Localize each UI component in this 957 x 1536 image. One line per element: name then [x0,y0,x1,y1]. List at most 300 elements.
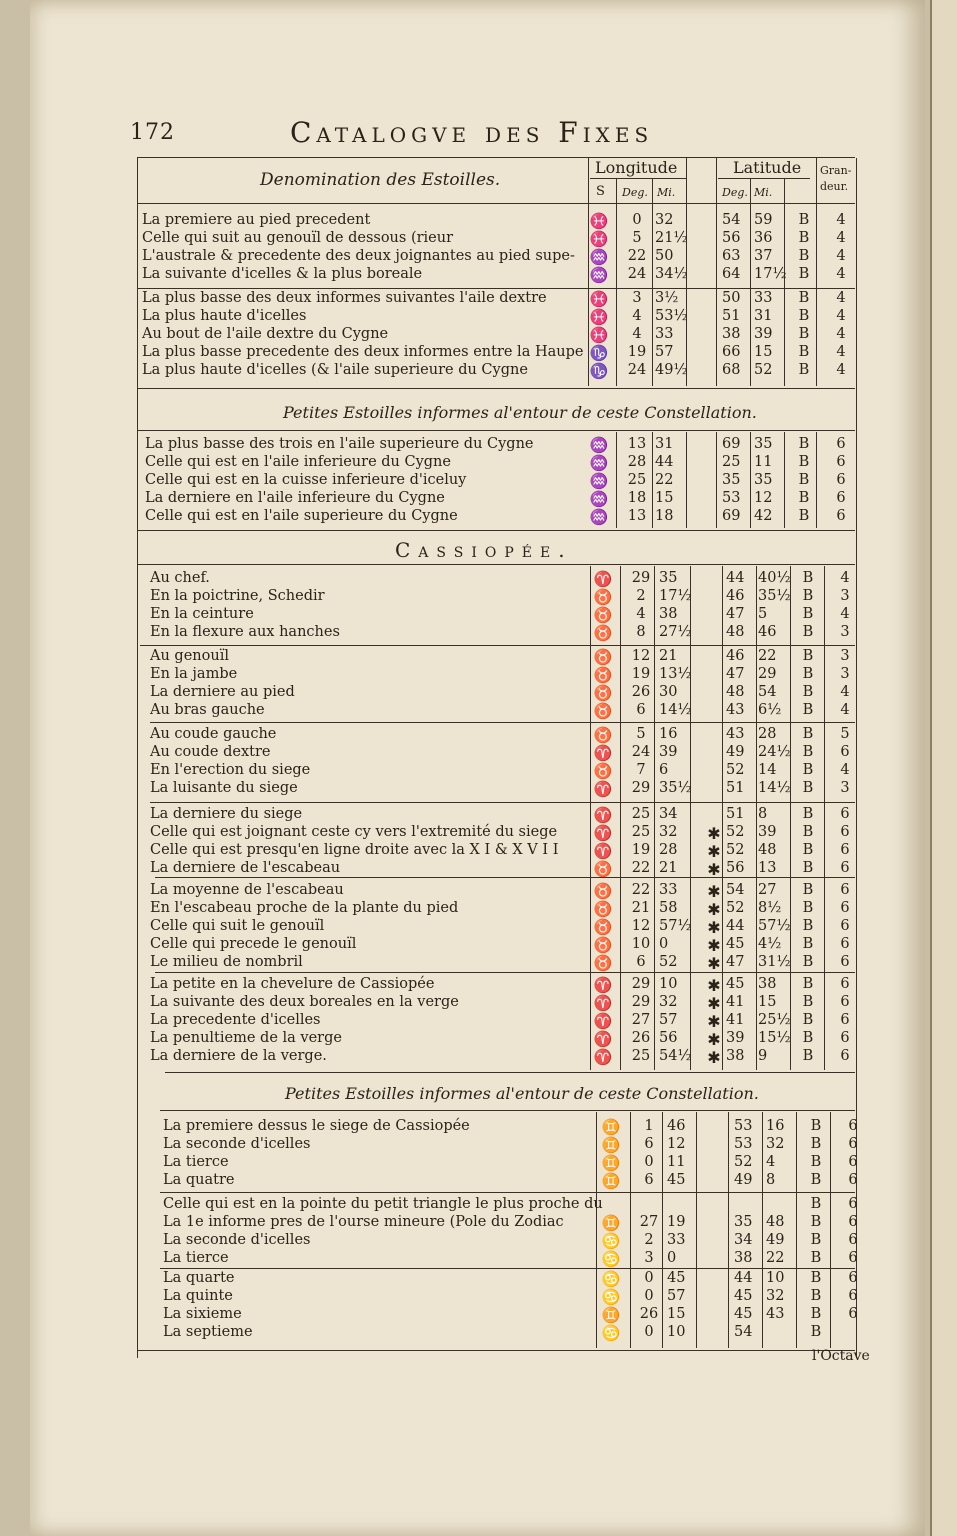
cell-tm: 16 [766,1118,785,1134]
table-row [150,976,860,994]
cell-lm: 28 [659,842,678,858]
cell-td: 52 [734,1154,753,1170]
cell-h: B [802,806,814,822]
cell-mark: ✱ [707,860,721,879]
cell-tm: 8 [766,1172,776,1188]
cell-mg: 6 [836,436,846,452]
cell-tm: 38 [758,976,777,992]
cell-mg: 4 [836,362,846,378]
cell-td: 45 [734,1306,753,1322]
cell-lm: 39 [659,744,678,760]
cell-name: Celle qui est en la cuisse inferieure d'iceluy [145,472,467,488]
table-row [150,842,860,860]
cell-lm: 54½ [659,1048,692,1064]
cell-mg: 6 [840,882,850,898]
cell-h: B [810,1288,822,1304]
table-row [163,1250,860,1268]
rule [150,722,855,723]
cell-lm: 10 [667,1324,686,1340]
cell-mg: 3 [840,780,850,796]
cell-name: La derniere du siege [150,806,303,822]
cell-name: Au chef. [150,570,210,586]
table-row [163,1232,860,1250]
cell-h: B [798,266,810,282]
table-row [163,1172,860,1190]
cell-sign: ♑ [589,344,609,362]
table-row [142,308,860,326]
cell-td: 54 [722,212,741,228]
cell-sign: ♉ [593,606,613,624]
cell-tm: 9 [758,1048,768,1064]
cell-tm: 59 [754,212,773,228]
table-row [150,994,860,1012]
cell-sign: ♉ [593,648,613,666]
table-row [145,490,860,508]
cell-sign: ♈ [593,1048,613,1066]
cell-lm: 18 [655,508,674,524]
cell-name: La petite en la chevelure de Cassiopée [150,976,435,992]
table-row [145,454,860,472]
table-row [150,1030,860,1048]
cell-name: Au coude gauche [150,726,277,742]
cell-lm: 32 [655,212,674,228]
rule [160,1192,855,1193]
table-row [142,248,860,266]
cell-td: 35 [734,1214,753,1230]
cell-ld: 1 [644,1118,654,1134]
cell-h: B [798,230,810,246]
cell-mark: ✱ [707,936,721,955]
cell-mg: 6 [836,472,846,488]
cell-mg: 4 [836,212,846,228]
cell-sign: ♊ [601,1172,621,1190]
cell-tm: 15½ [758,1030,791,1046]
cell-sign: ♈ [593,570,613,588]
cell-h: B [810,1136,822,1152]
cell-sign: ♉ [593,684,613,702]
cell-h: B [798,508,810,524]
cell-tm: 31½ [758,954,791,970]
cell-mg: 6 [840,976,850,992]
cell-lm: 57 [655,344,674,360]
cell-sign: ♓ [589,290,609,308]
cell-td: 39 [726,1030,745,1046]
cell-name: En la flexure aux hanches [150,624,340,640]
cell-mg: 6 [848,1250,858,1266]
cell-lm: 45 [667,1270,686,1286]
facing-page-edge [930,0,957,1536]
cell-tm: 35 [754,436,773,452]
cell-name: La premiere au pied precedent [142,212,371,228]
cell-sign: ♈ [593,994,613,1012]
cell-name: La derniere de la verge. [150,1048,327,1064]
cell-tm: 36 [754,230,773,246]
cell-sign: ♊ [601,1214,621,1232]
cell-mg: 4 [840,606,850,622]
cell-name: Celle qui est en la pointe du petit triangle le plus proche du [163,1196,603,1212]
rule [137,388,855,389]
cell-h: B [802,648,814,664]
cell-h: B [802,588,814,604]
cell-ld: 25 [631,806,651,822]
cell-h: B [798,248,810,264]
cell-sign: ♊ [601,1136,621,1154]
cell-sign: ♈ [593,1030,613,1048]
cell-name: La tierce [163,1250,229,1266]
cell-lm: 21 [659,648,678,664]
table-row [145,472,860,490]
cell-ld: 19 [631,666,651,682]
table-row [142,362,860,380]
cell-h: B [798,472,810,488]
cell-td: 38 [722,326,741,342]
cell-td: 47 [726,954,745,970]
cell-lm: 52 [659,954,678,970]
cell-h: B [802,1012,814,1028]
cell-mg: 6 [848,1288,858,1304]
table-row [163,1136,860,1154]
cell-td: 48 [726,624,745,640]
cell-td: 46 [726,648,745,664]
cell-tm: 37 [754,248,773,264]
cell-td: 43 [726,726,745,742]
cell-name: Au bout de l'aile dextre du Cygne [142,326,389,342]
cell-h: B [798,344,810,360]
cell-ld: 10 [631,936,651,952]
cell-tm: 39 [754,326,773,342]
cell-lm: 34 [659,806,678,822]
table-row [150,824,860,842]
cell-td: 47 [726,606,745,622]
cell-sign: ♒ [589,472,609,490]
cell-tm: 12 [754,490,773,506]
cell-mg: 4 [836,266,846,282]
cell-td: 35 [722,472,741,488]
cell-name: Au coude dextre [150,744,271,760]
cell-sign: ♋ [601,1324,621,1342]
cell-ld: 6 [644,1172,654,1188]
cell-h: B [810,1154,822,1170]
cell-ld: 5 [636,726,646,742]
cell-td: 53 [722,490,741,506]
cell-lm: 13½ [659,666,692,682]
cell-h: B [802,702,814,718]
cell-name: La derniere au pied [150,684,295,700]
cell-lm: 27½ [659,624,692,640]
cell-h: B [810,1270,822,1286]
table-row [150,684,860,702]
cell-tm: 10 [766,1270,785,1286]
cell-name: Celle qui est en l'aile inferieure du Cygne [145,454,451,470]
cell-mark: ✱ [707,824,721,843]
table-row [150,780,860,798]
cell-mg: 6 [836,508,846,524]
cell-sign: ♈ [593,824,613,842]
table-row [150,1048,860,1066]
cell-mg: 6 [848,1306,858,1322]
cell-tm: 6½ [758,702,782,718]
cell-sign: ♒ [589,248,609,266]
cell-mg: 4 [836,290,846,306]
cell-mark: ✱ [707,1048,721,1067]
cell-mg: 4 [836,308,846,324]
table-row [150,860,860,878]
cell-td: 41 [726,994,745,1010]
cell-sign: ♊ [601,1118,621,1136]
cell-h: B [798,362,810,378]
cell-lm: 32 [659,994,678,1010]
cell-name: La plus basse precedente des deux informes entre la Haupe [142,344,584,360]
cell-ld: 29 [631,994,651,1010]
cell-sign: ♉ [593,882,613,900]
cell-mg: 4 [840,684,850,700]
cell-ld: 26 [631,684,651,700]
cell-name: Au bras gauche [150,702,265,718]
table-row [150,744,860,762]
cell-h: B [802,780,814,796]
cell-ld: 22 [627,248,647,264]
cell-sign: ♋ [601,1288,621,1306]
cell-tm: 22 [766,1250,785,1266]
cell-td: 53 [734,1136,753,1152]
cell-sign: ♒ [589,508,609,526]
cell-mark: ✱ [707,976,721,995]
cell-name: La 1e informe pres de l'ourse mineure (Pole du Zodiac [163,1214,564,1230]
cell-h: B [802,726,814,742]
cell-mg: 6 [848,1232,858,1248]
cell-ld: 26 [639,1306,659,1322]
cell-mg: 6 [840,900,850,916]
catchword: l'Octave [812,1348,870,1364]
table-row [145,508,860,526]
cell-lm: 30 [659,684,678,700]
cell-sign: ♒ [589,266,609,284]
cell-name: Celle qui suit au genouïl de dessous (rieur [142,230,454,246]
table-row [142,326,860,344]
cell-sign: ♓ [589,212,609,230]
cell-h: B [802,976,814,992]
cell-lm: 15 [655,490,674,506]
table-row [150,762,860,780]
cell-sign: ♒ [589,490,609,508]
cell-lm: 15 [667,1306,686,1322]
cell-td: 44 [726,918,745,934]
cell-td: 50 [722,290,741,306]
cell-lm: 17½ [659,588,692,604]
rule [137,530,855,531]
table-row [163,1288,860,1306]
cell-lm: 33 [667,1232,686,1248]
cell-td: 52 [726,762,745,778]
cell-name: Celle qui precede le genouïl [150,936,357,952]
cell-mark: ✱ [707,842,721,861]
cell-ld: 29 [631,976,651,992]
cell-ld: 22 [631,860,651,876]
cell-sign: ♈ [593,780,613,798]
cell-td: 51 [726,806,745,822]
cell-name: La quinte [163,1288,233,1304]
cell-name: La quarte [163,1270,235,1286]
cell-name: Celle qui est en l'aile superieure du Cygne [145,508,458,524]
cell-mg: 6 [840,1030,850,1046]
table-row [150,624,860,642]
cell-name: La suivante d'icelles & la plus boreale [142,266,423,282]
cell-h: B [802,606,814,622]
cell-ld: 5 [632,230,642,246]
cell-ld: 25 [631,1048,651,1064]
cell-tm: 54 [758,684,777,700]
cell-ld: 4 [636,606,646,622]
cell-mg: 6 [840,1048,850,1064]
cell-name: La penultieme de la verge [150,1030,342,1046]
cell-h: B [802,684,814,700]
cell-mg: 6 [836,454,846,470]
cell-ld: 25 [627,472,647,488]
cell-sign: ♉ [593,624,613,642]
cell-tm: 25½ [758,1012,791,1028]
cell-sign: ♒ [589,454,609,472]
cell-td: 44 [726,570,745,586]
cell-ld: 29 [631,570,651,586]
table-row [142,290,860,308]
cell-mg: 6 [836,490,846,506]
cell-td: 54 [726,882,745,898]
cell-ld: 6 [644,1136,654,1152]
cell-sign: ♓ [589,326,609,344]
cell-h: B [810,1118,822,1134]
cell-mg: 4 [836,326,846,342]
cell-h: B [802,882,814,898]
cell-h: B [802,994,814,1010]
cell-h: B [810,1250,822,1266]
cell-h: B [802,744,814,760]
cell-name: La plus basse des trois en l'aile superieure du Cygne [145,436,534,452]
cell-name: La premiere dessus le siege de Cassiopée [163,1118,470,1134]
table-row [150,702,860,720]
table-row [150,648,860,666]
cell-td: 56 [726,860,745,876]
cell-mg: 6 [840,994,850,1010]
cell-mg: 6 [840,1012,850,1028]
page-number: 172 [130,120,175,145]
cell-td: 56 [722,230,741,246]
cell-sign: ♊ [601,1154,621,1172]
cell-h: B [810,1232,822,1248]
section-heading-informes-1: Petites Estoilles informes al'entour de ceste Constellation. [283,403,757,422]
rule [140,645,855,646]
cell-mg: 6 [848,1118,858,1134]
cell-tm: 39 [758,824,777,840]
cell-tm: 27 [758,882,777,898]
cell-td: 47 [726,666,745,682]
grandeur-header-2: deur. [820,180,849,193]
cell-mark: ✱ [707,994,721,1013]
cell-tm: 22 [758,648,777,664]
cell-ld: 13 [627,436,647,452]
cell-ld: 2 [636,588,646,604]
rule [718,178,810,179]
cell-ld: 4 [632,308,642,324]
page-title: Catalogve des Fixes [290,116,654,149]
table-row [142,344,860,362]
cell-sign: ♒ [589,436,609,454]
cell-tm: 4 [766,1154,776,1170]
cell-h: B [802,1030,814,1046]
cell-name: La luisante du siege [150,780,298,796]
cell-mg: 5 [840,726,850,742]
cell-h: B [810,1172,822,1188]
cell-mg: 6 [840,806,850,822]
cell-lm: 11 [667,1154,686,1170]
cell-ld: 24 [627,266,647,282]
cell-sign: ♉ [593,702,613,720]
cell-lm: 22 [655,472,674,488]
cell-tm: 57½ [758,918,791,934]
cell-ld: 0 [644,1270,654,1286]
cell-h: B [802,824,814,840]
cell-tm: 24½ [758,744,791,760]
cell-sign: ♉ [593,936,613,954]
cell-mg: 6 [840,744,850,760]
cell-tm: 17½ [754,266,787,282]
cell-tm: 48 [766,1214,785,1230]
cell-ld: 27 [631,1012,651,1028]
rule [137,564,855,565]
cell-ld: 22 [631,882,651,898]
cell-mark: ✱ [707,954,721,973]
cell-tm: 48 [758,842,777,858]
cell-sign: ♑ [589,362,609,380]
table-row [150,806,860,824]
cell-ld: 2 [644,1232,654,1248]
cell-name: En l'erection du siege [150,762,311,778]
cell-ld: 6 [636,954,646,970]
cell-lm: 44 [655,454,674,470]
cell-sign: ♈ [593,976,613,994]
cell-tm: 5 [758,606,768,622]
cell-sign: ♋ [601,1250,621,1268]
cell-ld: 27 [639,1214,659,1230]
rule [137,430,855,431]
cell-mg: 3 [840,666,850,682]
cell-sign: ♈ [593,1012,613,1030]
cell-lm: 34½ [655,266,688,282]
cell-tm: 15 [754,344,773,360]
cell-lm: 21½ [655,230,688,246]
cell-ld: 13 [627,508,647,524]
cell-tm: 42 [754,508,773,524]
cell-mg: 6 [840,842,850,858]
cell-lm: 19 [667,1214,686,1230]
cell-td: 44 [734,1270,753,1286]
cell-lm: 16 [659,726,678,742]
cell-tm: 14 [758,762,777,778]
cell-lm: 14½ [659,702,692,718]
table-row [163,1324,860,1342]
cell-lm: 57 [659,1012,678,1028]
cell-name: La plus haute d'icelles (& l'aile superieure du Cygne [142,362,528,378]
cell-mg: 4 [836,248,846,264]
cell-ld: 21 [631,900,651,916]
cell-ld: 7 [636,762,646,778]
cell-lm: 12 [667,1136,686,1152]
cell-h: B [798,212,810,228]
cell-mg: 6 [840,918,850,934]
cell-lm: 21 [659,860,678,876]
cell-mg: 4 [840,702,850,718]
cell-name: Le milieu de nombril [150,954,303,970]
cell-h: B [802,954,814,970]
